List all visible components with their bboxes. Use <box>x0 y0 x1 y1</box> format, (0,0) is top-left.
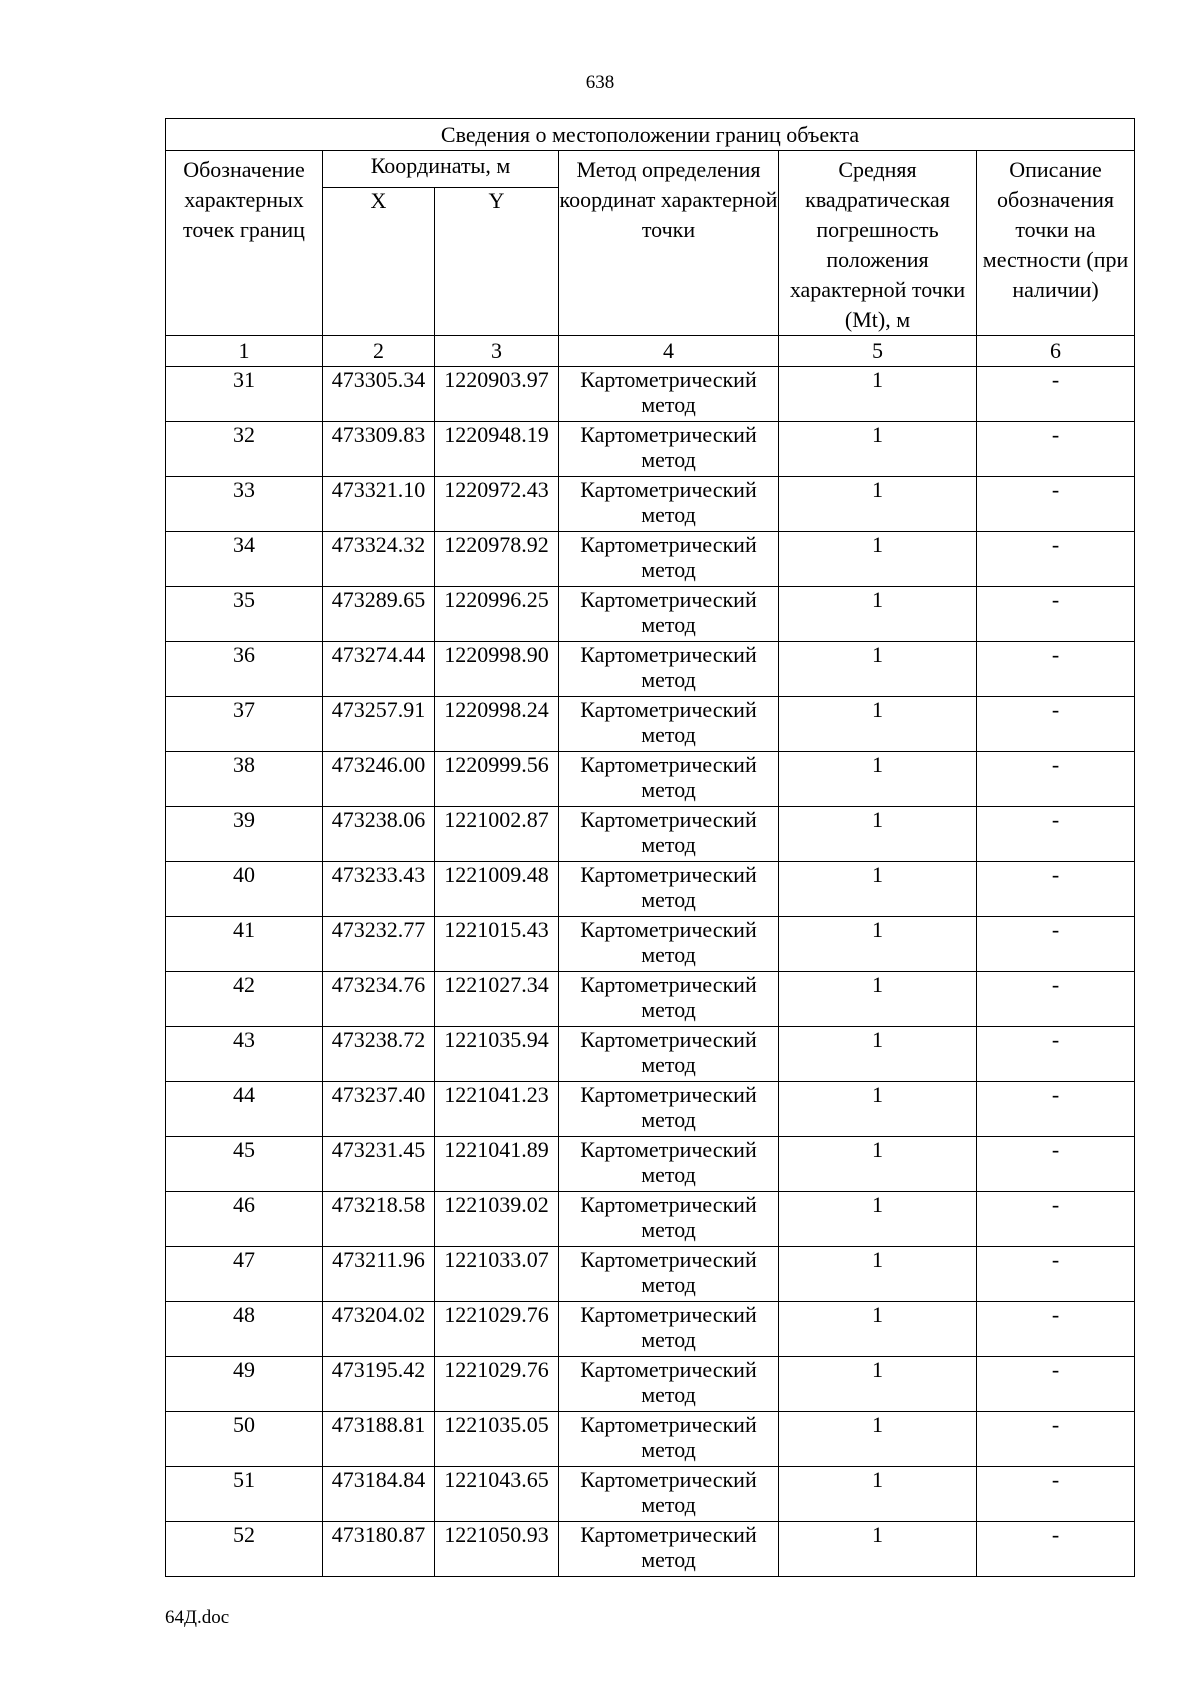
cell-y: 1221050.93 <box>435 1522 559 1577</box>
header-y: Y <box>435 187 559 335</box>
cell-method: Картометрический метод <box>559 862 779 917</box>
column-number: 2 <box>323 336 435 367</box>
table-row <box>166 1412 1135 1467</box>
column-number: 3 <box>435 336 559 367</box>
cell-y: 1220998.24 <box>435 697 559 752</box>
cell-description: - <box>977 642 1135 697</box>
cell-error: 1 <box>779 1247 977 1302</box>
table-row <box>166 587 1135 642</box>
cell-point: 31 <box>166 367 323 422</box>
cell-x: 473218.58 <box>323 1192 435 1247</box>
cell-y: 1220998.90 <box>435 642 559 697</box>
cell-error: 1 <box>779 1137 977 1192</box>
cell-point: 38 <box>166 752 323 807</box>
cell-x: 473188.81 <box>323 1412 435 1467</box>
cell-description: - <box>977 807 1135 862</box>
table-row <box>166 1137 1135 1192</box>
table-row <box>166 367 1135 422</box>
cell-error: 1 <box>779 807 977 862</box>
table-row <box>166 807 1135 862</box>
cell-point: 37 <box>166 697 323 752</box>
table-row <box>166 972 1135 1027</box>
cell-description: - <box>977 862 1135 917</box>
cell-point: 49 <box>166 1357 323 1412</box>
cell-description: - <box>977 1027 1135 1082</box>
footer-filename: 64Д.doc <box>165 1607 230 1628</box>
boundary-coordinates-table <box>165 118 1135 1577</box>
cell-description: - <box>977 422 1135 477</box>
cell-y: 1221027.34 <box>435 972 559 1027</box>
cell-x: 473232.77 <box>323 917 435 972</box>
cell-point: 39 <box>166 807 323 862</box>
cell-x: 473324.32 <box>323 532 435 587</box>
cell-point: 43 <box>166 1027 323 1082</box>
table-row <box>166 532 1135 587</box>
cell-description: - <box>977 1467 1135 1522</box>
cell-method: Картометрический метод <box>559 752 779 807</box>
table-row <box>166 1247 1135 1302</box>
cell-method: Картометрический метод <box>559 807 779 862</box>
header-coordinates: Координаты, м <box>323 151 559 188</box>
cell-y: 1221035.05 <box>435 1412 559 1467</box>
cell-error: 1 <box>779 642 977 697</box>
cell-error: 1 <box>779 367 977 422</box>
cell-y: 1220903.97 <box>435 367 559 422</box>
cell-y: 1221041.89 <box>435 1137 559 1192</box>
cell-point: 36 <box>166 642 323 697</box>
cell-y: 1221035.94 <box>435 1027 559 1082</box>
cell-x: 473289.65 <box>323 587 435 642</box>
cell-method: Картометрический метод <box>559 1412 779 1467</box>
table-row <box>166 1522 1135 1577</box>
cell-error: 1 <box>779 1192 977 1247</box>
cell-description: - <box>977 532 1135 587</box>
cell-point: 42 <box>166 972 323 1027</box>
cell-description: - <box>977 917 1135 972</box>
table-row <box>166 1082 1135 1137</box>
header-error: Средняя квадратическая погрешность положения характерной точки (Mt), м <box>779 151 977 336</box>
cell-point: 45 <box>166 1137 323 1192</box>
cell-y: 1220996.25 <box>435 587 559 642</box>
cell-point: 46 <box>166 1192 323 1247</box>
cell-description: - <box>977 1522 1135 1577</box>
cell-x: 473180.87 <box>323 1522 435 1577</box>
table-row <box>166 697 1135 752</box>
table-row <box>166 917 1135 972</box>
cell-description: - <box>977 1082 1135 1137</box>
cell-x: 473234.76 <box>323 972 435 1027</box>
cell-method: Картометрический метод <box>559 477 779 532</box>
cell-description: - <box>977 367 1135 422</box>
cell-y: 1221043.65 <box>435 1467 559 1522</box>
cell-point: 51 <box>166 1467 323 1522</box>
cell-method: Картометрический метод <box>559 422 779 477</box>
table-row <box>166 642 1135 697</box>
cell-description: - <box>977 587 1135 642</box>
column-number: 4 <box>559 336 779 367</box>
cell-point: 32 <box>166 422 323 477</box>
cell-point: 50 <box>166 1412 323 1467</box>
cell-y: 1220978.92 <box>435 532 559 587</box>
cell-y: 1221029.76 <box>435 1302 559 1357</box>
cell-point: 48 <box>166 1302 323 1357</box>
cell-x: 473204.02 <box>323 1302 435 1357</box>
cell-error: 1 <box>779 697 977 752</box>
cell-description: - <box>977 477 1135 532</box>
cell-method: Картометрический метод <box>559 1192 779 1247</box>
table-row <box>166 1357 1135 1412</box>
cell-method: Картометрический метод <box>559 1137 779 1192</box>
cell-point: 41 <box>166 917 323 972</box>
cell-method: Картометрический метод <box>559 1082 779 1137</box>
column-number: 1 <box>166 336 323 367</box>
cell-x: 473238.06 <box>323 807 435 862</box>
table-row <box>166 1027 1135 1082</box>
cell-x: 473211.96 <box>323 1247 435 1302</box>
column-number: 6 <box>977 336 1135 367</box>
cell-x: 473321.10 <box>323 477 435 532</box>
table-body <box>166 367 1135 1577</box>
header-designation: Обозначение характерных точек границ <box>166 151 323 336</box>
cell-error: 1 <box>779 1522 977 1577</box>
cell-x: 473305.34 <box>323 367 435 422</box>
cell-error: 1 <box>779 972 977 1027</box>
cell-x: 473309.83 <box>323 422 435 477</box>
cell-description: - <box>977 752 1135 807</box>
cell-description: - <box>977 1412 1135 1467</box>
cell-error: 1 <box>779 587 977 642</box>
cell-x: 473195.42 <box>323 1357 435 1412</box>
cell-description: - <box>977 972 1135 1027</box>
cell-y: 1221041.23 <box>435 1082 559 1137</box>
cell-description: - <box>977 697 1135 752</box>
table-row <box>166 477 1135 532</box>
cell-point: 44 <box>166 1082 323 1137</box>
cell-method: Картометрический метод <box>559 1357 779 1412</box>
cell-y: 1220999.56 <box>435 752 559 807</box>
cell-x: 473237.40 <box>323 1082 435 1137</box>
cell-error: 1 <box>779 862 977 917</box>
cell-x: 473274.44 <box>323 642 435 697</box>
cell-description: - <box>977 1357 1135 1412</box>
table-title: Сведения о местоположении границ объекта <box>166 119 1135 151</box>
cell-y: 1221015.43 <box>435 917 559 972</box>
table-row <box>166 862 1135 917</box>
cell-x: 473184.84 <box>323 1467 435 1522</box>
cell-method: Картометрический метод <box>559 642 779 697</box>
cell-point: 33 <box>166 477 323 532</box>
cell-error: 1 <box>779 1302 977 1357</box>
cell-method: Картометрический метод <box>559 1467 779 1522</box>
cell-error: 1 <box>779 1412 977 1467</box>
page-number: 638 <box>585 72 615 93</box>
cell-method: Картометрический метод <box>559 917 779 972</box>
cell-point: 34 <box>166 532 323 587</box>
cell-method: Картометрический метод <box>559 697 779 752</box>
column-number: 5 <box>779 336 977 367</box>
cell-error: 1 <box>779 1027 977 1082</box>
cell-error: 1 <box>779 917 977 972</box>
header-x: X <box>323 187 435 335</box>
cell-error: 1 <box>779 1467 977 1522</box>
cell-point: 35 <box>166 587 323 642</box>
cell-error: 1 <box>779 422 977 477</box>
cell-error: 1 <box>779 477 977 532</box>
header-method: Метод определения координат характерной точки <box>559 151 779 336</box>
cell-y: 1221039.02 <box>435 1192 559 1247</box>
cell-y: 1221002.87 <box>435 807 559 862</box>
cell-description: - <box>977 1137 1135 1192</box>
table-row <box>166 752 1135 807</box>
cell-error: 1 <box>779 1082 977 1137</box>
table-row <box>166 1302 1135 1357</box>
cell-error: 1 <box>779 752 977 807</box>
table-row <box>166 1192 1135 1247</box>
cell-x: 473231.45 <box>323 1137 435 1192</box>
cell-x: 473233.43 <box>323 862 435 917</box>
cell-y: 1221033.07 <box>435 1247 559 1302</box>
cell-point: 40 <box>166 862 323 917</box>
cell-y: 1220972.43 <box>435 477 559 532</box>
cell-error: 1 <box>779 532 977 587</box>
cell-method: Картометрический метод <box>559 587 779 642</box>
cell-method: Картометрический метод <box>559 1027 779 1082</box>
header-description: Описание обозначения точки на местности (при наличии) <box>977 151 1135 336</box>
cell-error: 1 <box>779 1357 977 1412</box>
cell-description: - <box>977 1247 1135 1302</box>
cell-point: 47 <box>166 1247 323 1302</box>
column-numbers-row <box>166 336 1135 367</box>
cell-y: 1221029.76 <box>435 1357 559 1412</box>
cell-x: 473257.91 <box>323 697 435 752</box>
cell-point: 52 <box>166 1522 323 1577</box>
cell-method: Картометрический метод <box>559 1522 779 1577</box>
cell-method: Картометрический метод <box>559 1247 779 1302</box>
cell-description: - <box>977 1192 1135 1247</box>
cell-y: 1220948.19 <box>435 422 559 477</box>
cell-x: 473246.00 <box>323 752 435 807</box>
cell-method: Картометрический метод <box>559 1302 779 1357</box>
table-row <box>166 422 1135 477</box>
cell-x: 473238.72 <box>323 1027 435 1082</box>
cell-method: Картометрический метод <box>559 532 779 587</box>
table-row <box>166 1467 1135 1522</box>
cell-method: Картометрический метод <box>559 367 779 422</box>
cell-description: - <box>977 1302 1135 1357</box>
cell-method: Картометрический метод <box>559 972 779 1027</box>
cell-y: 1221009.48 <box>435 862 559 917</box>
